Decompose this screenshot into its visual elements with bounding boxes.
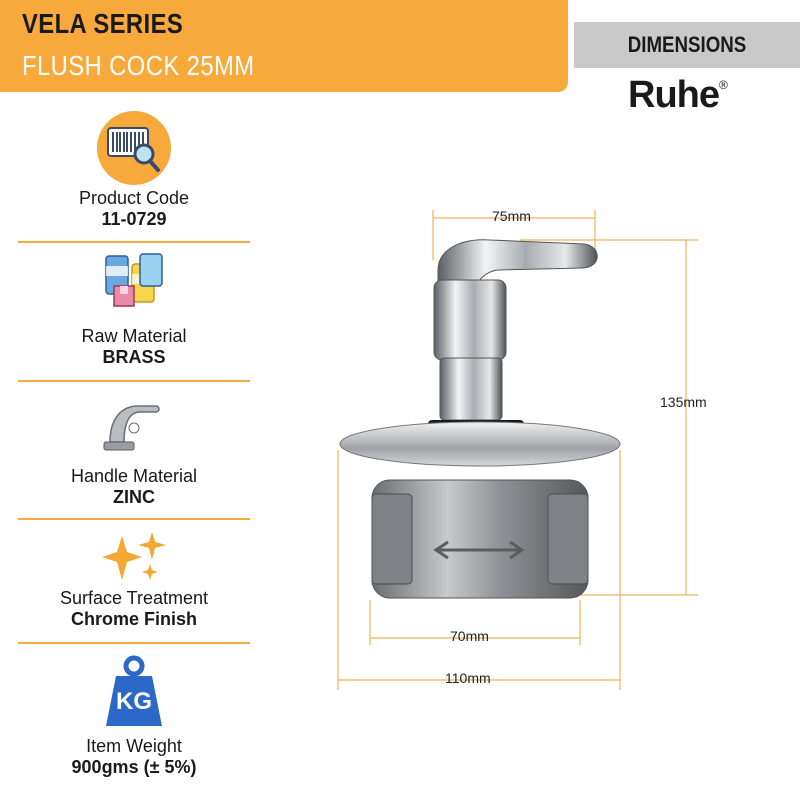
spec-value: 900gms (± 5%) xyxy=(71,757,197,777)
spec-value: 11-0729 xyxy=(101,209,167,229)
dim-height: 135mm xyxy=(660,394,707,410)
spec-surface-treatment xyxy=(18,588,250,630)
separator xyxy=(18,518,250,520)
spec-label: Surface Treatment xyxy=(59,588,209,608)
flush-cock-image xyxy=(320,200,740,705)
spec-value: BRASS xyxy=(102,347,166,367)
dim-body-width: 70mm xyxy=(450,628,489,644)
spec-label: Handle Material xyxy=(70,466,198,486)
spec-label: Raw Material xyxy=(81,326,187,346)
dim-plate-width: 110mm xyxy=(445,670,491,686)
product-title: FLUSH COCK 25MM xyxy=(22,50,255,81)
spec-raw-material xyxy=(18,326,250,368)
brand-logo xyxy=(628,74,727,117)
raw-material-icon xyxy=(100,250,170,317)
weight-icon-text: KG xyxy=(116,688,152,715)
spec-handle-material xyxy=(18,466,250,508)
spec-value: ZINC xyxy=(113,487,155,507)
spec-value: Chrome Finish xyxy=(70,609,197,629)
dimensions-label: DIMENSIONS xyxy=(627,32,747,57)
spec-item-weight xyxy=(18,736,250,778)
dim-handle-width: 75mm xyxy=(492,208,531,224)
dimensions-banner xyxy=(574,22,800,68)
registered-mark: ® xyxy=(719,78,727,92)
handle-icon xyxy=(100,398,166,459)
separator xyxy=(18,642,250,644)
header-banner xyxy=(0,0,568,92)
spec-product-code xyxy=(18,188,250,230)
weight-icon xyxy=(104,654,164,733)
barcode-search-icon xyxy=(96,110,172,191)
separator xyxy=(18,241,250,243)
series-title: VELA SERIES xyxy=(22,8,184,39)
separator xyxy=(18,380,250,382)
spec-label: Product Code xyxy=(78,188,190,208)
spec-label: Item Weight xyxy=(86,736,182,756)
brand-name: Ruhe xyxy=(628,74,719,116)
sparkle-icon xyxy=(100,530,172,591)
